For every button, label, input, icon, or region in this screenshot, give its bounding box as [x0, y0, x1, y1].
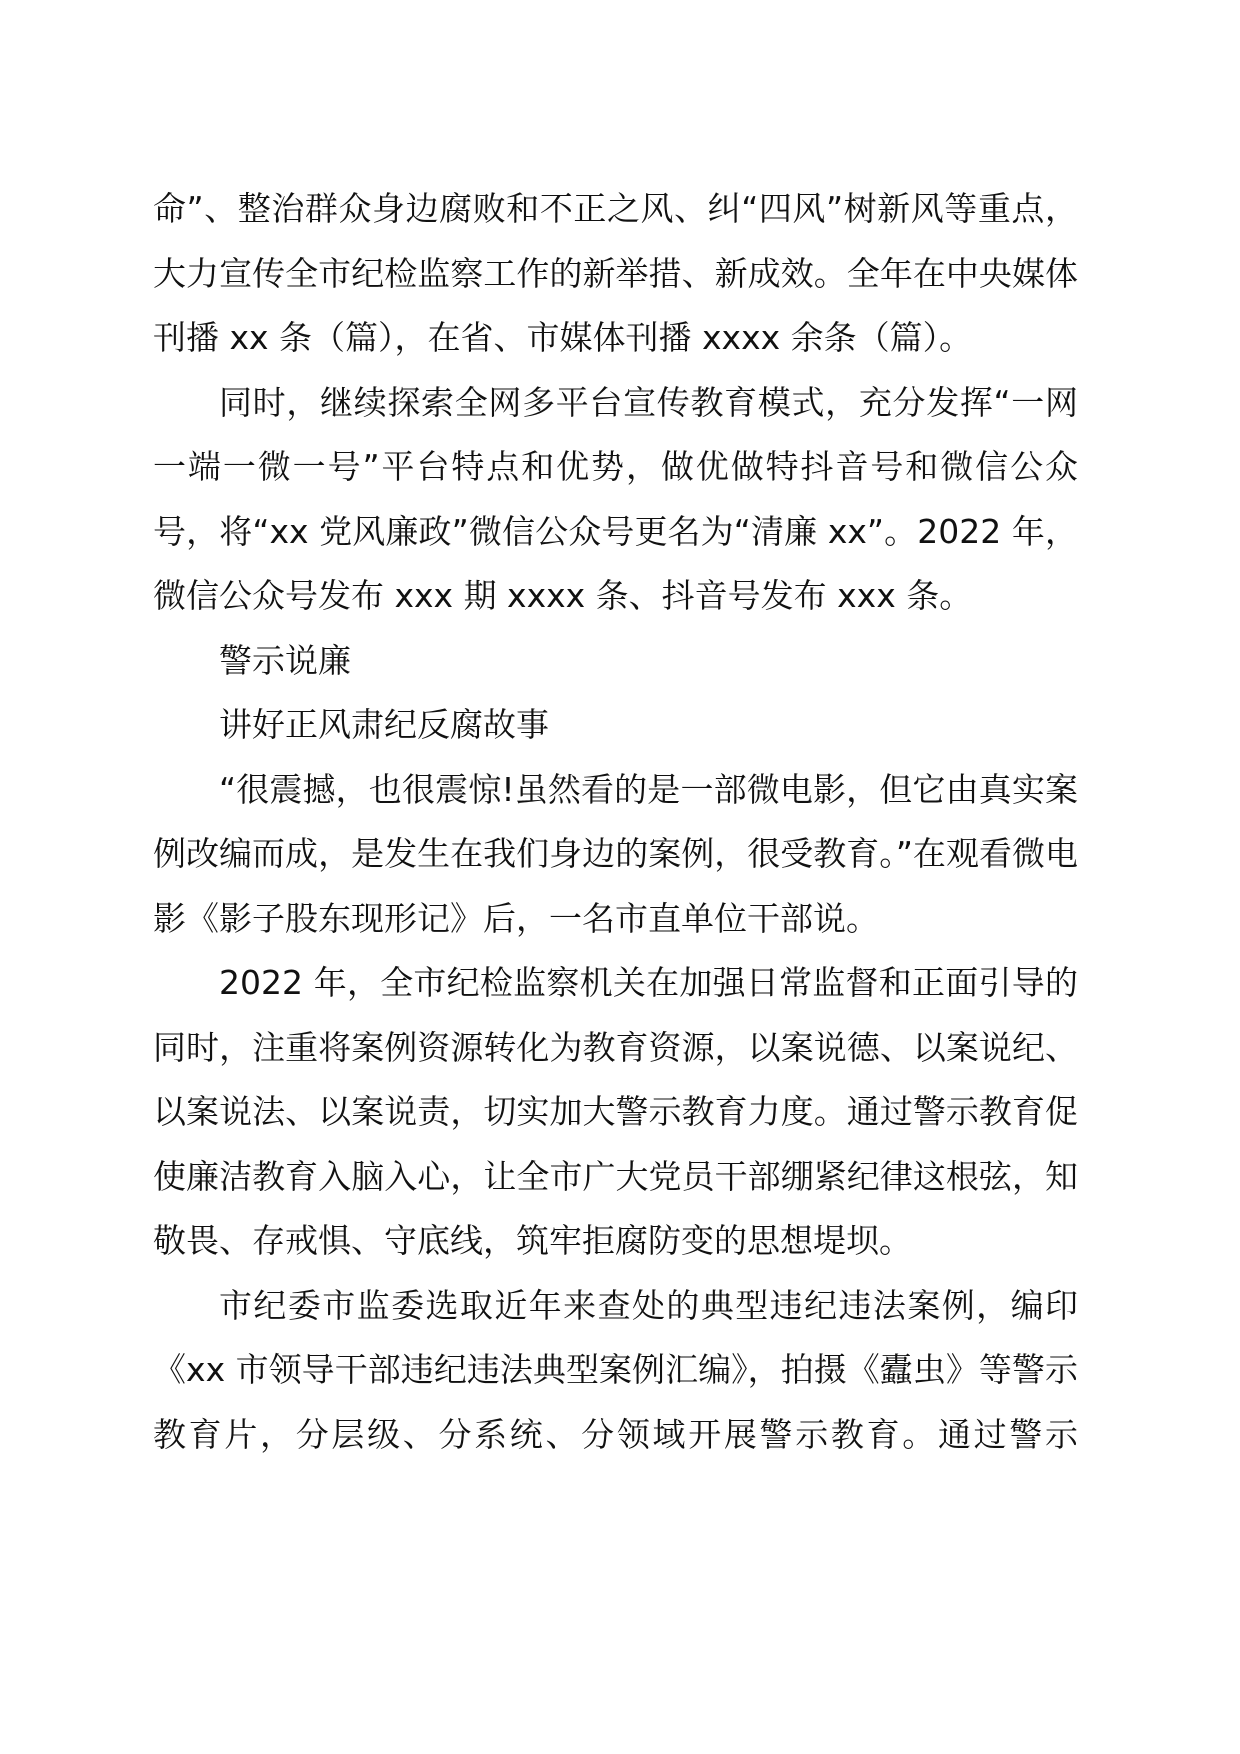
paragraph-platforms: 同时，继续探索全网多平台宣传教育模式，充分发挥“一网一端一微一号”平台特点和优势，做优做特抖音号和微信公众号，将“xx 党风廉政”微信公众号更名为“清廉 xx”。2022 年，微信公众号发布 xxx 期 xxxx 条、抖音号发布 xxx 条。	[153, 382, 1078, 615]
document-body	[153, 177, 1078, 1467]
paragraph-continued: 命”、整治群众身边腐败和不正之风、纠“四风”树新风等重点，大力宣传全市纪检监察工作的新举措、新成效。全年在中央媒体刊播 xx 条（篇），在省、市媒体刊播 xxxx 余条（篇）。	[153, 189, 1078, 357]
section-heading: 警示说廉	[219, 640, 351, 680]
paragraph-cases: 市纪委市监委选取近年来查处的典型违纪违法案例，编印《xx 市领导干部违纪违法典型案例汇编》，拍摄《蠹虫》等警示教育片，分层级、分系统、分领域开展警示教育。通过警示	[153, 1285, 1078, 1454]
paragraph-2022: 2022 年，全市纪检监察机关在加强日常监督和正面引导的同时，注重将案例资源转化为教育资源，以案说德、以案说纪、以案说法、以案说责，切实加大警示教育力度。通过警示教育促使廉洁教育入脑入心，让全市广大党员干部绷紧纪律这根弦，知敬畏、存戒惧、守底线，筑牢拒腐防变的思想堤坝。	[153, 963, 1078, 1260]
paragraph-quote: “很震撼，也很震惊!虽然看的是一部微电影，但它由真实案例改编而成，是发生在我们身边的案例，很受教育。”在观看微电影《影子股东现形记》后，一名市直单位干部说。	[153, 769, 1078, 938]
section-subheading: 讲好正风肃纪反腐故事	[219, 705, 549, 744]
